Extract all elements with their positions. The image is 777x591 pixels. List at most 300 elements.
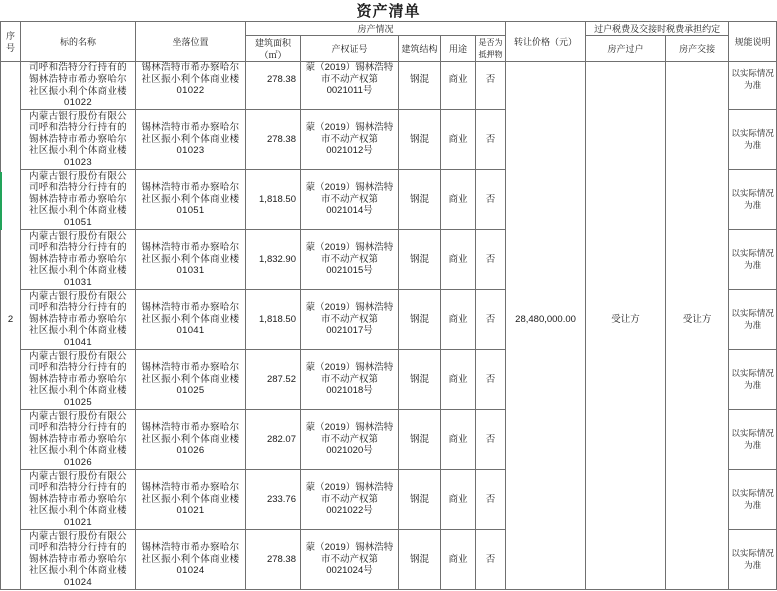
asset-name-line: 司呼和浩特分行持有的: [28, 122, 127, 134]
cert-number-line: 市不动产权第: [320, 73, 378, 85]
cert-number-line: 0021012号: [326, 145, 373, 157]
location-cell: [136, 170, 246, 230]
use-cell-content: [441, 554, 475, 566]
header-area: [246, 36, 301, 62]
note-line: 为准: [744, 319, 762, 330]
asset-name-line: 01024: [64, 576, 92, 588]
cert-number-line: 0021020号: [326, 445, 373, 457]
asset-name-cell: [21, 230, 136, 290]
asset-name-cell: [21, 350, 136, 410]
table-body: [1, 62, 777, 590]
asset-name-line: 锡林浩特市希办察哈尔: [28, 193, 127, 205]
asset-name-cell-content: [21, 62, 135, 108]
use-cell-content: [441, 374, 475, 386]
structure-value: 钢混: [409, 73, 429, 85]
note-line: 以实际情况: [731, 187, 774, 198]
mortgage-cell-content: [476, 74, 505, 86]
cert-number-line: 0021014号: [326, 205, 373, 217]
asset-name-line: 内蒙古银行股份有限公: [28, 230, 127, 242]
use-value: 商业: [448, 373, 468, 385]
note-cell-content: [729, 188, 776, 211]
location-line: 锡林浩特市希办察哈尔: [141, 362, 240, 374]
structure-value: 钢混: [409, 553, 429, 565]
area-cell-content: [246, 254, 300, 266]
area-cell: [246, 170, 301, 230]
table-header: [1, 22, 777, 62]
asset-name-cell-content: [21, 411, 135, 469]
location-line: 01026: [176, 445, 205, 457]
location-line: 锡林浩特市希办察哈尔: [141, 62, 240, 74]
asset-name-line: 内蒙古银行股份有限公: [28, 170, 127, 182]
cert-number-line: 市不动产权第: [320, 193, 378, 205]
row-selection-marker: [0, 172, 2, 230]
use-value: 商业: [448, 313, 468, 325]
location-line: 社区振小利个体商业楼: [141, 313, 240, 325]
asset-name-line: 锡林浩特市希办察哈尔: [28, 73, 127, 85]
location-line: 01031: [176, 265, 205, 277]
note-cell-content: [729, 308, 776, 331]
structure-value: 钢混: [409, 373, 429, 385]
asset-row: [1, 62, 777, 110]
location-cell-content: [136, 482, 245, 517]
asset-name-line: 内蒙古银行股份有限公: [28, 410, 127, 422]
cert-number-line: 市不动产权第: [320, 373, 378, 385]
header-area-line: 建筑面积: [254, 37, 291, 48]
cert-number-cell: [301, 62, 399, 110]
asset-name-line: 01022: [64, 97, 92, 109]
note-line: 以实际情况: [731, 247, 774, 258]
location-line: 社区振小利个体商业楼: [141, 553, 240, 565]
use-cell-content: [441, 194, 475, 206]
location-cell-content: [136, 422, 245, 457]
location-cell: [136, 530, 246, 590]
use-cell-content: [441, 434, 475, 446]
location-cell-content: [136, 542, 245, 577]
structure-cell: [399, 530, 441, 590]
asset-name-cell-content: [21, 111, 135, 169]
structure-cell: [399, 110, 441, 170]
mortgage-value: 否: [485, 133, 496, 145]
mortgage-cell: [476, 230, 506, 290]
structure-cell-content: [399, 554, 440, 566]
header-seq-line: 号: [5, 42, 15, 53]
area-cell-content: [246, 134, 300, 146]
cert-number-cell: [301, 110, 399, 170]
location-line: 01051: [176, 205, 205, 217]
mortgage-cell: [476, 470, 506, 530]
header-handover: 房产交接: [666, 36, 729, 62]
location-cell-content: [136, 362, 245, 397]
mortgage-value: 否: [485, 193, 496, 205]
structure-cell-content: [399, 374, 440, 386]
asset-table: [0, 21, 777, 590]
area-cell: [246, 350, 301, 410]
cert-number-cell: [301, 410, 399, 470]
area-value: 1,818.50: [259, 313, 296, 325]
note-cell-content: [729, 128, 776, 151]
header-mortgage-line: 是否为: [478, 37, 503, 47]
use-value: 商业: [448, 133, 468, 145]
use-cell: [441, 110, 476, 170]
asset-name-cell: [21, 530, 136, 590]
cert-number-line: 蒙（2019）锡林浩特: [305, 242, 394, 254]
asset-name-cell-content: [21, 471, 135, 529]
cert-number-line: 0021018号: [326, 385, 373, 397]
structure-cell-content: [399, 194, 440, 206]
seq-number-cell-content: [1, 314, 20, 326]
structure-cell: [399, 170, 441, 230]
location-line: 01025: [176, 385, 205, 397]
location-line: 社区振小利个体商业楼: [141, 373, 240, 385]
header-location: 坐落位置: [136, 22, 246, 62]
structure-value: 钢混: [409, 313, 429, 325]
asset-name-cell-content: [21, 351, 135, 409]
area-cell-content: [246, 434, 300, 446]
cert-number-cell: [301, 170, 399, 230]
asset-name-line: 01031: [64, 276, 92, 288]
note-line: 为准: [744, 379, 762, 390]
asset-name-line: 01025: [64, 396, 92, 408]
structure-cell-content: [399, 494, 440, 506]
note-cell: [729, 62, 777, 110]
mortgage-cell: [476, 530, 506, 590]
structure-value: 钢混: [409, 253, 429, 265]
cert-number-cell: [301, 290, 399, 350]
asset-name-line: 司呼和浩特分行持有的: [28, 422, 127, 434]
header-property-group: 房产情况: [246, 22, 506, 36]
handover-party-cell-content: [666, 314, 728, 326]
location-line: 锡林浩特市希办察哈尔: [141, 302, 240, 314]
location-line: 社区振小利个体商业楼: [141, 493, 240, 505]
asset-name-line: 锡林浩特市希办察哈尔: [28, 373, 127, 385]
mortgage-cell: [476, 290, 506, 350]
structure-cell-content: [399, 254, 440, 266]
structure-cell-content: [399, 134, 440, 146]
asset-name-line: 内蒙古银行股份有限公: [28, 290, 127, 302]
area-cell-content: [246, 494, 300, 506]
asset-name-line: 司呼和浩特分行持有的: [28, 542, 127, 554]
use-value: 商业: [448, 193, 468, 205]
asset-name-line: 内蒙古银行股份有限公: [28, 470, 127, 482]
area-cell: [246, 290, 301, 350]
location-line: 社区振小利个体商业楼: [141, 73, 240, 85]
mortgage-cell: [476, 410, 506, 470]
asset-name-cell: [21, 470, 136, 530]
structure-cell: [399, 290, 441, 350]
cert-number-cell: [301, 530, 399, 590]
handover-party-cell: [666, 62, 729, 590]
area-value: 278.38: [266, 73, 296, 85]
location-cell: [136, 470, 246, 530]
cert-number-cell: [301, 230, 399, 290]
cert-number-cell-content: [301, 62, 398, 97]
asset-name-cell: [21, 170, 136, 230]
use-cell-content: [441, 494, 475, 506]
mortgage-cell-content: [476, 194, 505, 206]
area-value: 287.52: [266, 373, 296, 385]
use-cell: [441, 350, 476, 410]
mortgage-cell-content: [476, 434, 505, 446]
structure-value: 钢混: [409, 133, 429, 145]
header-row-top: [1, 22, 777, 36]
note-line: 以实际情况: [731, 67, 774, 78]
price-cell-content: [506, 314, 585, 326]
mortgage-cell-content: [476, 494, 505, 506]
location-line: 01023: [176, 145, 205, 157]
note-line: 以实际情况: [731, 487, 774, 498]
header-structure: 建筑结构: [399, 36, 441, 62]
asset-name-cell: [21, 110, 136, 170]
location-line: 社区振小利个体商业楼: [141, 193, 240, 205]
note-cell-content: [729, 488, 776, 511]
asset-name-line: 司呼和浩特分行持有的: [28, 182, 127, 194]
mortgage-value: 否: [485, 253, 496, 265]
header-transfer: 房产过户: [586, 36, 666, 62]
area-cell: [246, 410, 301, 470]
asset-name-line: 社区振小利个体商业楼: [28, 145, 127, 157]
note-cell-content: [729, 68, 776, 91]
use-value: 商业: [448, 493, 468, 505]
location-cell-content: [136, 182, 245, 217]
structure-cell: [399, 470, 441, 530]
asset-name-line: 锡林浩特市希办察哈尔: [28, 133, 127, 145]
cert-number-cell-content: [301, 482, 398, 517]
area-cell: [246, 110, 301, 170]
structure-cell-content: [399, 434, 440, 446]
use-value: 商业: [448, 433, 468, 445]
note-line: 为准: [744, 139, 762, 150]
area-cell: [246, 230, 301, 290]
cert-number-cell-content: [301, 362, 398, 397]
location-line: 锡林浩特市希办察哈尔: [141, 482, 240, 494]
mortgage-value: 否: [485, 433, 496, 445]
asset-name-line: 司呼和浩特分行持有的: [28, 242, 127, 254]
note-cell: [729, 110, 777, 170]
asset-name-line: 司呼和浩特分行持有的: [28, 362, 127, 374]
mortgage-cell: [476, 62, 506, 110]
area-value: 282.07: [266, 433, 296, 445]
cert-number-line: 市不动产权第: [320, 253, 378, 265]
structure-value: 钢混: [409, 193, 429, 205]
note-line: 以实际情况: [731, 127, 774, 138]
asset-name-line: 01026: [64, 456, 92, 468]
asset-name-line: 01051: [64, 216, 92, 228]
location-line: 01021: [176, 505, 205, 517]
structure-cell-content: [399, 74, 440, 86]
use-value: 商业: [448, 253, 468, 265]
asset-name-line: 01023: [64, 156, 92, 168]
mortgage-cell-content: [476, 314, 505, 326]
area-cell: [246, 530, 301, 590]
use-cell: [441, 62, 476, 110]
use-value: 商业: [448, 73, 468, 85]
cert-number-cell-content: [301, 542, 398, 577]
note-line: 为准: [744, 199, 762, 210]
header-seq-line: 序: [5, 30, 15, 41]
header-note: 规能说明: [729, 22, 777, 62]
note-cell-content: [729, 248, 776, 271]
cert-number-line: 蒙（2019）锡林浩特: [305, 122, 394, 134]
note-cell: [729, 530, 777, 590]
note-line: 为准: [744, 259, 762, 270]
cert-number-cell-content: [301, 422, 398, 457]
page-title: 资产清单: [356, 2, 421, 20]
cert-number-line: 0021011号: [326, 85, 373, 97]
asset-name-line: 社区振小利个体商业楼: [28, 325, 127, 337]
note-line: 以实际情况: [731, 307, 774, 318]
location-cell-content: [136, 242, 245, 277]
cert-number-line: 市不动产权第: [320, 553, 378, 565]
location-line: 社区振小利个体商业楼: [141, 133, 240, 145]
note-line: 为准: [744, 439, 762, 450]
location-line: 社区振小利个体商业楼: [141, 253, 240, 265]
mortgage-cell-content: [476, 134, 505, 146]
asset-name-line: 内蒙古银行股份有限公: [28, 530, 127, 542]
location-line: 锡林浩特市希办察哈尔: [141, 122, 240, 134]
note-line: 为准: [744, 559, 762, 570]
mortgage-value: 否: [485, 493, 496, 505]
cert-number-line: 0021015号: [326, 265, 373, 277]
asset-name-line: 社区振小利个体商业楼: [28, 385, 127, 397]
cert-number-line: 蒙（2019）锡林浩特: [305, 362, 394, 374]
cert-number-cell: [301, 350, 399, 410]
structure-cell-content: [399, 314, 440, 326]
header-mortgage-line: 抵押物: [478, 49, 503, 59]
note-line: 以实际情况: [731, 547, 774, 558]
use-cell-content: [441, 254, 475, 266]
use-value: 商业: [448, 553, 468, 565]
use-cell: [441, 530, 476, 590]
area-value: 1,832.90: [259, 253, 296, 265]
mortgage-cell: [476, 170, 506, 230]
mortgage-cell-content: [476, 254, 505, 266]
cert-number-line: 市不动产权第: [320, 313, 378, 325]
cert-number-line: 蒙（2019）锡林浩特: [305, 482, 394, 494]
asset-name-line: 社区振小利个体商业楼: [28, 505, 127, 517]
cert-number-line: 市不动产权第: [320, 133, 378, 145]
header-asset-name: 标的名称: [21, 22, 136, 62]
structure-value: 钢混: [409, 493, 429, 505]
seq-number-cell: [1, 62, 21, 590]
asset-name-cell: [21, 410, 136, 470]
header-cert-number: 产权证号: [301, 36, 399, 62]
header-area-line: （㎡）: [259, 49, 287, 60]
location-line: 锡林浩特市希办察哈尔: [141, 422, 240, 434]
transfer-party-value: 受让方: [611, 313, 640, 325]
mortgage-value: 否: [485, 73, 496, 85]
seq-number: 2: [7, 313, 14, 325]
note-cell-content: [729, 368, 776, 391]
mortgage-cell-content: [476, 554, 505, 566]
price-cell: [506, 62, 586, 590]
cert-number-line: 蒙（2019）锡林浩特: [305, 422, 394, 434]
location-cell-content: [136, 122, 245, 157]
location-cell: [136, 410, 246, 470]
asset-name-line: 司呼和浩特分行持有的: [28, 62, 127, 74]
asset-name-line: 司呼和浩特分行持有的: [28, 482, 127, 494]
asset-name-line: 社区振小利个体商业楼: [28, 85, 127, 97]
area-cell-content: [246, 554, 300, 566]
handover-party-value: 受让方: [682, 313, 712, 325]
asset-name-cell: [21, 290, 136, 350]
transfer-party-cell-content: [586, 314, 665, 326]
asset-name-cell: [21, 62, 136, 110]
asset-name-cell-content: [21, 291, 135, 349]
asset-name-line: 司呼和浩特分行持有的: [28, 302, 127, 314]
cert-number-cell: [301, 470, 399, 530]
transfer-party-cell: [586, 62, 666, 590]
asset-name-cell-content: [21, 171, 135, 229]
note-line: 为准: [744, 79, 762, 90]
mortgage-cell-content: [476, 374, 505, 386]
cert-number-line: 蒙（2019）锡林浩特: [305, 62, 394, 74]
note-cell: [729, 230, 777, 290]
use-cell-content: [441, 134, 475, 146]
use-cell: [441, 470, 476, 530]
use-cell-content: [441, 314, 475, 326]
asset-name-line: 01041: [64, 336, 92, 348]
cert-number-cell-content: [301, 122, 398, 157]
location-cell: [136, 290, 246, 350]
cert-number-line: 0021017号: [326, 325, 373, 337]
location-cell: [136, 350, 246, 410]
location-line: 锡林浩特市希办察哈尔: [141, 542, 240, 554]
asset-name-line: 社区振小利个体商业楼: [28, 205, 127, 217]
header-tax-group: 过户税费及交接时税费承担约定: [586, 22, 729, 36]
mortgage-value: 否: [485, 373, 496, 385]
note-cell: [729, 350, 777, 410]
area-cell-content: [246, 374, 300, 386]
structure-cell: [399, 62, 441, 110]
area-cell-content: [246, 74, 300, 86]
header-use: 用途: [441, 36, 476, 62]
header-seq: [1, 22, 21, 62]
note-line: 以实际情况: [731, 367, 774, 378]
cert-number-line: 蒙（2019）锡林浩特: [305, 182, 394, 194]
note-cell: [729, 410, 777, 470]
location-line: 锡林浩特市希办察哈尔: [141, 242, 240, 254]
cert-number-cell-content: [301, 182, 398, 217]
structure-cell: [399, 230, 441, 290]
area-value: 233.76: [266, 493, 296, 505]
asset-name-line: 社区振小利个体商业楼: [28, 265, 127, 277]
note-line: 以实际情况: [731, 427, 774, 438]
header-mortgage: [476, 36, 506, 62]
area-cell-content: [246, 194, 300, 206]
asset-name-line: 内蒙古银行股份有限公: [28, 350, 127, 362]
cert-number-cell-content: [301, 302, 398, 337]
area-value: 278.38: [266, 133, 296, 145]
structure-value: 钢混: [409, 433, 429, 445]
cert-number-line: 0021024号: [326, 565, 373, 577]
asset-name-line: 锡林浩特市希办察哈尔: [28, 433, 127, 445]
cert-number-line: 蒙（2019）锡林浩特: [305, 302, 394, 314]
mortgage-value: 否: [485, 553, 496, 565]
asset-name-cell-content: [21, 531, 135, 589]
location-line: 01024: [176, 565, 205, 577]
note-line: 为准: [744, 499, 762, 510]
note-cell-content: [729, 428, 776, 451]
area-cell: [246, 470, 301, 530]
location-line: 01022: [176, 85, 205, 97]
header-price: 转让价格（元）: [506, 22, 586, 62]
area-cell: [246, 62, 301, 110]
use-cell: [441, 170, 476, 230]
asset-name-cell-content: [21, 231, 135, 289]
location-line: 锡林浩特市希办察哈尔: [141, 182, 240, 194]
location-line: 01041: [176, 325, 205, 337]
asset-name-line: 社区振小利个体商业楼: [28, 565, 127, 577]
